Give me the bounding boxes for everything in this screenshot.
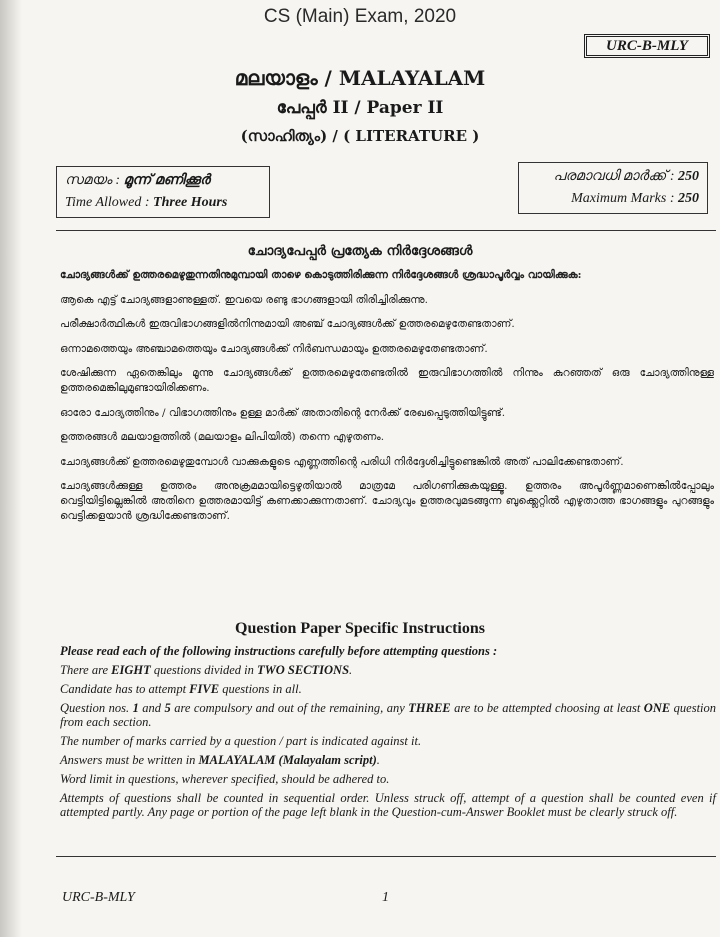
en-instruction: Attempts of questions shall be counted in sequential order. Unless struck off, attempt of a question shall be counted even if attempted partly. Any page or portion of the page left blank in the Question-cum-Answer Booklet must be clearly struck off. (60, 791, 716, 819)
ml-instruction: ചോദ്യങ്ങൾക്ക് ഉത്തരമെഴുതുന്നതിനുമുമ്പായി താഴെ കൊടുത്തിരിക്കുന്ന നിർദ്ദേശങ്ങൾ ശ്രദ്ധാപൂർവ്വം വായിക്കുക: (60, 269, 582, 281)
time-allowed-box (56, 166, 270, 218)
ml-instruction: ചോദ്യങ്ങൾക്കുള്ള ഉത്തരം അനുക്രമമായിട്ടെഴുതിയാൽ മാത്രമേ പരിഗണിക്കുകയുള്ളൂ. ഉത്തരം അപൂർണ്ണമാണെങ്കിൽപ്പോലും വെട്ടിയിട്ടില്ലെങ്കിൽ അതിനെ ഉത്തരമായിട്ട് കണക്കാക്കുന്നതാണ്. ചോദ്യവും ഉത്തരവുമടങ്ങുന്ന ബുക്ക്ലെറ്റിൽ എഴുതാത്ത ഭാഗങ്ങളും പുറങ്ങളും വെട്ടിക്കളയാൻ ശ്രദ്ധിക്കേണ്ടതാണ്. (60, 480, 714, 522)
ml-instructions-heading: ചോദ്യപേപ്പർ പ്രത്യേക നിർദ്ദേശങ്ങൾ (247, 243, 473, 259)
en-instruction: Answers must be written in MALAYALAM (Malayalam script). (60, 753, 380, 767)
exam-title: CS (Main) Exam, 2020 (263, 6, 457, 27)
time-allowed-en: Time Allowed : Three Hours (65, 195, 228, 210)
paper-number: പേപ്പർ II / Paper II (276, 98, 444, 118)
maximum-marks-box (518, 162, 708, 214)
ml-instruction: ഒന്നാമത്തെയും അഞ്ചാമത്തെയും ചോദ്യങ്ങൾക്ക് നിർബന്ധമായും ഉത്തരമെഴുതേണ്ടതാണ്. (60, 342, 488, 355)
en-instructions-heading: Question Paper Specific Instructions (235, 620, 485, 637)
time-allowed-ml: സമയം : മൂന്ന് മണിക്കൂർ (65, 173, 210, 188)
en-instruction: Question nos. 1 and 5 are compulsory and out of the remaining, any THREE are to be attempted choosing at least ONE question from each section. (60, 701, 717, 729)
en-instruction: The number of marks carried by a question / part is indicated against it. (60, 734, 422, 748)
en-instruction: Word limit in questions, wherever specified, should be adhered to. (60, 772, 390, 786)
divider-bottom (56, 856, 716, 857)
ml-instruction: ഉത്തരങ്ങൾ മലയാളത്തിൽ (മലയാളം ലിപിയിൽ) തന്നെ എഴുതണം. (60, 431, 385, 443)
paper-subtitle: (സാഹിത്യം) / ( LITERATURE ) (240, 127, 480, 145)
divider-top (56, 230, 716, 231)
en-instruction: Candidate has to attempt FIVE questions in all. (60, 682, 302, 696)
maximum-marks-ml: പരമാവധി മാർക്ക് : 250 (553, 169, 699, 184)
en-instructions-lead: Please read each of the following instructions carefully before attempting questions : (60, 644, 498, 658)
ml-instructions (60, 268, 714, 534)
ml-instruction: ചോദ്യങ്ങൾക്ക് ഉത്തരമെഴുതുമ്പോൾ വാക്കുകളുടെ എണ്ണത്തിന്റെ പരിധി നിർദ്ദേശിച്ചിട്ടുണ്ടെങ്കിൽ അത് പാലിക്കേണ്ടതാണ്. (60, 455, 624, 468)
ml-instruction: പരീക്ഷാർത്ഥികൾ ഇരുവിഭാഗങ്ങളിൽനിന്നുമായി അഞ്ച് ചോദ്യങ്ങൾക്ക് ഉത്തരമെഴുതേണ്ടതാണ്. (60, 318, 515, 330)
maximum-marks-en: Maximum Marks : 250 (571, 191, 699, 206)
footer-paper-code: URC-B-MLY (62, 890, 135, 905)
ml-instruction: ആകെ എട്ട് ചോദ്യങ്ങളാണുള്ളത്. ഇവയെ രണ്ടു ഭാഗങ്ങളായി തിരിച്ചിരിക്കുന്നു. (60, 293, 428, 306)
ml-instruction: ശേഷിക്കുന്ന ഏതെങ്കിലും മൂന്നു ചോദ്യങ്ങൾക്ക് ഉത്തരമെഴുതേണ്ടതിൽ ഇരുവിഭാഗത്തിൽ നിന്നും കുറഞ്ഞത് ഒരു ചോദ്യത്തിനുള്ള ഉത്തരമെങ്കിലുമുണ്ടായിരിക്കണം. (60, 367, 714, 394)
en-instructions (60, 644, 716, 824)
subject-title: മലയാളം / MALAYALAM (234, 66, 486, 90)
ml-instruction: ഓരോ ചോദ്യത്തിനും / വിഭാഗത്തിനും ഉള്ള മാർക്ക് അതാതിന്റെ നേർക്ക് രേഖപ്പെടുത്തിയിട്ടുണ്ട്. (60, 406, 506, 419)
page-number: 1 (382, 890, 389, 905)
paper-code-box: URC-B-MLY (584, 34, 710, 58)
en-instruction: There are EIGHT questions divided in TWO SECTIONS. (60, 663, 353, 677)
